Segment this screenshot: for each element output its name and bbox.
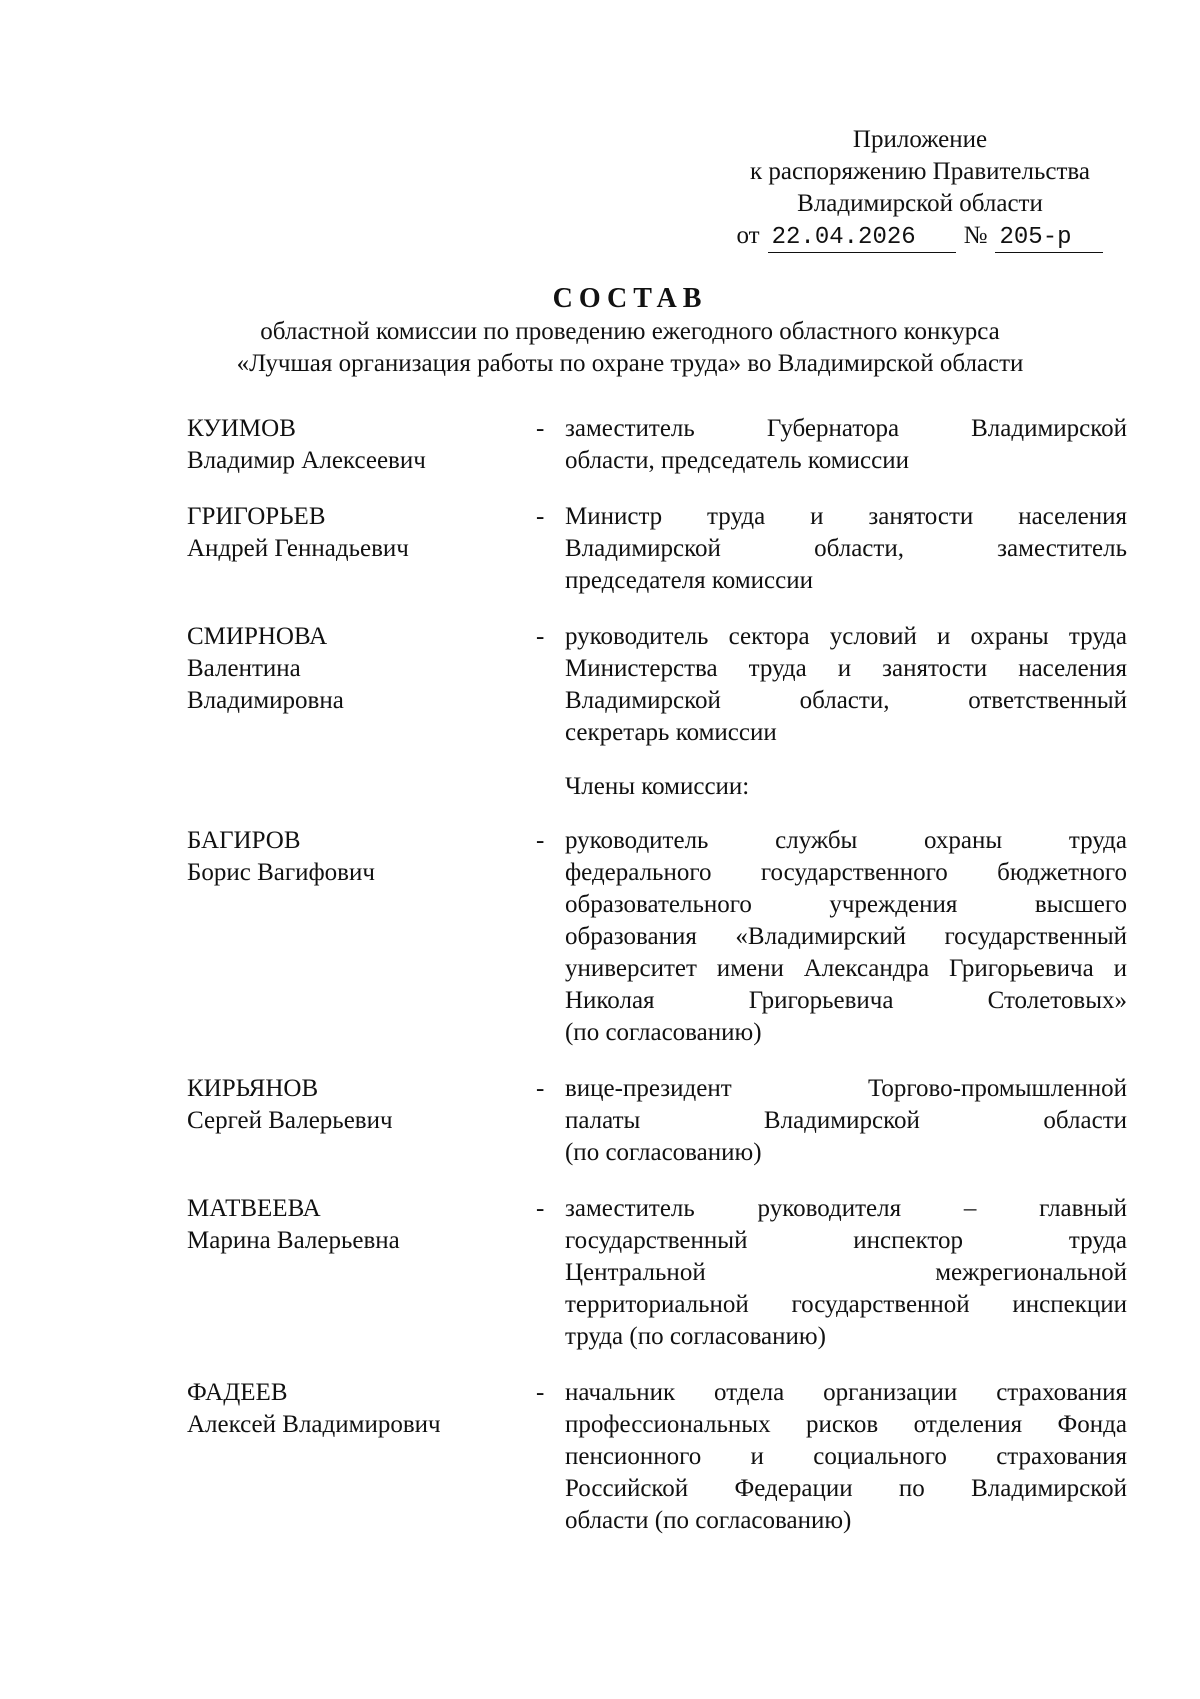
member-position-line: области (по согласованию) (564, 1507, 852, 1534)
member-position-line: председателя комиссии (564, 567, 813, 594)
order-date: 22.04.2026 (768, 224, 956, 253)
member-given-names: Андрей Геннадьевич (187, 535, 409, 562)
member-entry (187, 1073, 1127, 1169)
member-given-names: Владимир Алексеевич (187, 447, 426, 474)
member-position-line: Владимирской области, ответственный (564, 687, 1127, 714)
member-name (187, 825, 515, 1049)
member-dash: - (535, 503, 545, 530)
member-position-line: труда (по согласованию) (564, 1323, 826, 1350)
member-position (565, 413, 1127, 477)
document-subtitle-line-1: областной комиссии по проведению ежегодного областного конкурса (260, 318, 1000, 345)
member-position-line: образования «Владимирский государственный (564, 923, 1127, 950)
member-entry (187, 825, 1127, 1049)
member-position-line: (по согласованию) (564, 1019, 762, 1046)
member-position-line: Министерства труда и занятости населения (564, 655, 1127, 682)
commission-members-list (187, 413, 1127, 1561)
member-position-line: начальник отдела организации страхования (564, 1379, 1127, 1406)
member-surname: ФАДЕЕВ (187, 1379, 288, 1406)
member-position-line: университет имени Александра Григорьевича и (564, 955, 1127, 982)
member-surname: КИРЬЯНОВ (187, 1075, 319, 1102)
member-name (187, 1193, 515, 1353)
member-dash: - (535, 1379, 545, 1406)
member-given-names: Марина Валерьевна (187, 1227, 400, 1254)
member-position-line: профессиональных рисков отделения Фонда (564, 1411, 1127, 1438)
member-dash: - (535, 1075, 545, 1102)
appendix-label: Приложение (852, 126, 988, 153)
appendix-reference: к распоряжению Правительства (749, 158, 1090, 185)
member-position-line: образовательного учреждения высшего (564, 891, 1127, 918)
member-position-line: руководитель сектора условий и охраны труда (564, 623, 1127, 650)
member-given-names: Валентина (187, 655, 301, 682)
member-surname: СМИРНОВА (187, 623, 328, 650)
member-dash: - (535, 415, 545, 442)
member-entry (187, 1377, 1127, 1537)
member-name (187, 1377, 515, 1537)
date-prefix: от (736, 222, 760, 249)
member-position-line: области, председатель комиссии (564, 447, 909, 474)
member-entry (187, 413, 1127, 477)
order-number: 205-р (995, 224, 1103, 253)
member-position (565, 825, 1127, 1049)
member-position (565, 1193, 1127, 1353)
member-position-line: вице-президент Торгово-промышленной (564, 1075, 1127, 1102)
member-dash: - (535, 827, 545, 854)
member-entry (187, 501, 1127, 597)
document-title: СОСТАВ (552, 283, 708, 314)
member-given-names: Сергей Валерьевич (187, 1107, 393, 1134)
document-subtitle-line-2: «Лучшая организация работы по охране труда» во Владимирской области (236, 350, 1024, 377)
member-position-line: Центральной межрегиональной (564, 1259, 1127, 1286)
member-position-line: Министр труда и занятости населения (564, 503, 1127, 530)
member-surname: МАТВЕЕВА (187, 1195, 321, 1222)
member-position-line: (по согласованию) (564, 1139, 762, 1166)
member-position-line: Николая Григорьевича Столетовых» (564, 987, 1127, 1014)
member-entry (187, 1193, 1127, 1353)
member-position-line: палаты Владимирской области (564, 1107, 1127, 1134)
member-dash: - (535, 1195, 545, 1222)
member-position-line: заместитель руководителя – главный (564, 1195, 1127, 1222)
member-position-line: секретарь комиссии (564, 719, 777, 746)
member-position (565, 1377, 1127, 1537)
member-dash: - (535, 623, 545, 650)
member-name (187, 1073, 515, 1169)
appendix-date-line (720, 220, 1120, 253)
member-position-line: заместитель Губернатора Владимирской (564, 415, 1127, 442)
commission-regular-members (187, 825, 1127, 1537)
member-name (187, 501, 515, 597)
member-position-line: Российской Федерации по Владимирской (564, 1475, 1127, 1502)
member-position-line: руководитель службы охраны труда (564, 827, 1127, 854)
member-name (187, 413, 515, 477)
member-given-names: Алексей Владимирович (187, 1411, 441, 1438)
members-label: Члены комиссии: (565, 773, 750, 800)
member-given-names: Борис Вагифович (187, 859, 375, 886)
appendix-region: Владимирской области (797, 190, 1043, 217)
commission-leadership (187, 413, 1127, 749)
member-position-line: государственный инспектор труда (564, 1227, 1127, 1254)
member-given-names: Владимировна (187, 687, 344, 714)
document-title-block (130, 282, 1130, 380)
member-position (565, 1073, 1127, 1169)
member-surname: ГРИГОРЬЕВ (187, 503, 326, 530)
number-prefix: № (963, 222, 988, 249)
member-entry (187, 621, 1127, 749)
member-position-line: пенсионного и социального страхования (564, 1443, 1127, 1470)
member-surname: БАГИРОВ (187, 827, 301, 854)
member-name (187, 621, 515, 749)
member-surname: КУИМОВ (187, 415, 296, 442)
member-position-line: Владимирской области, заместитель (564, 535, 1127, 562)
member-position-line: территориальной государственной инспекции (564, 1291, 1127, 1318)
appendix-header (720, 124, 1120, 253)
member-position-line: федерального государственного бюджетного (564, 859, 1127, 886)
member-position (565, 621, 1127, 749)
member-position (565, 501, 1127, 597)
